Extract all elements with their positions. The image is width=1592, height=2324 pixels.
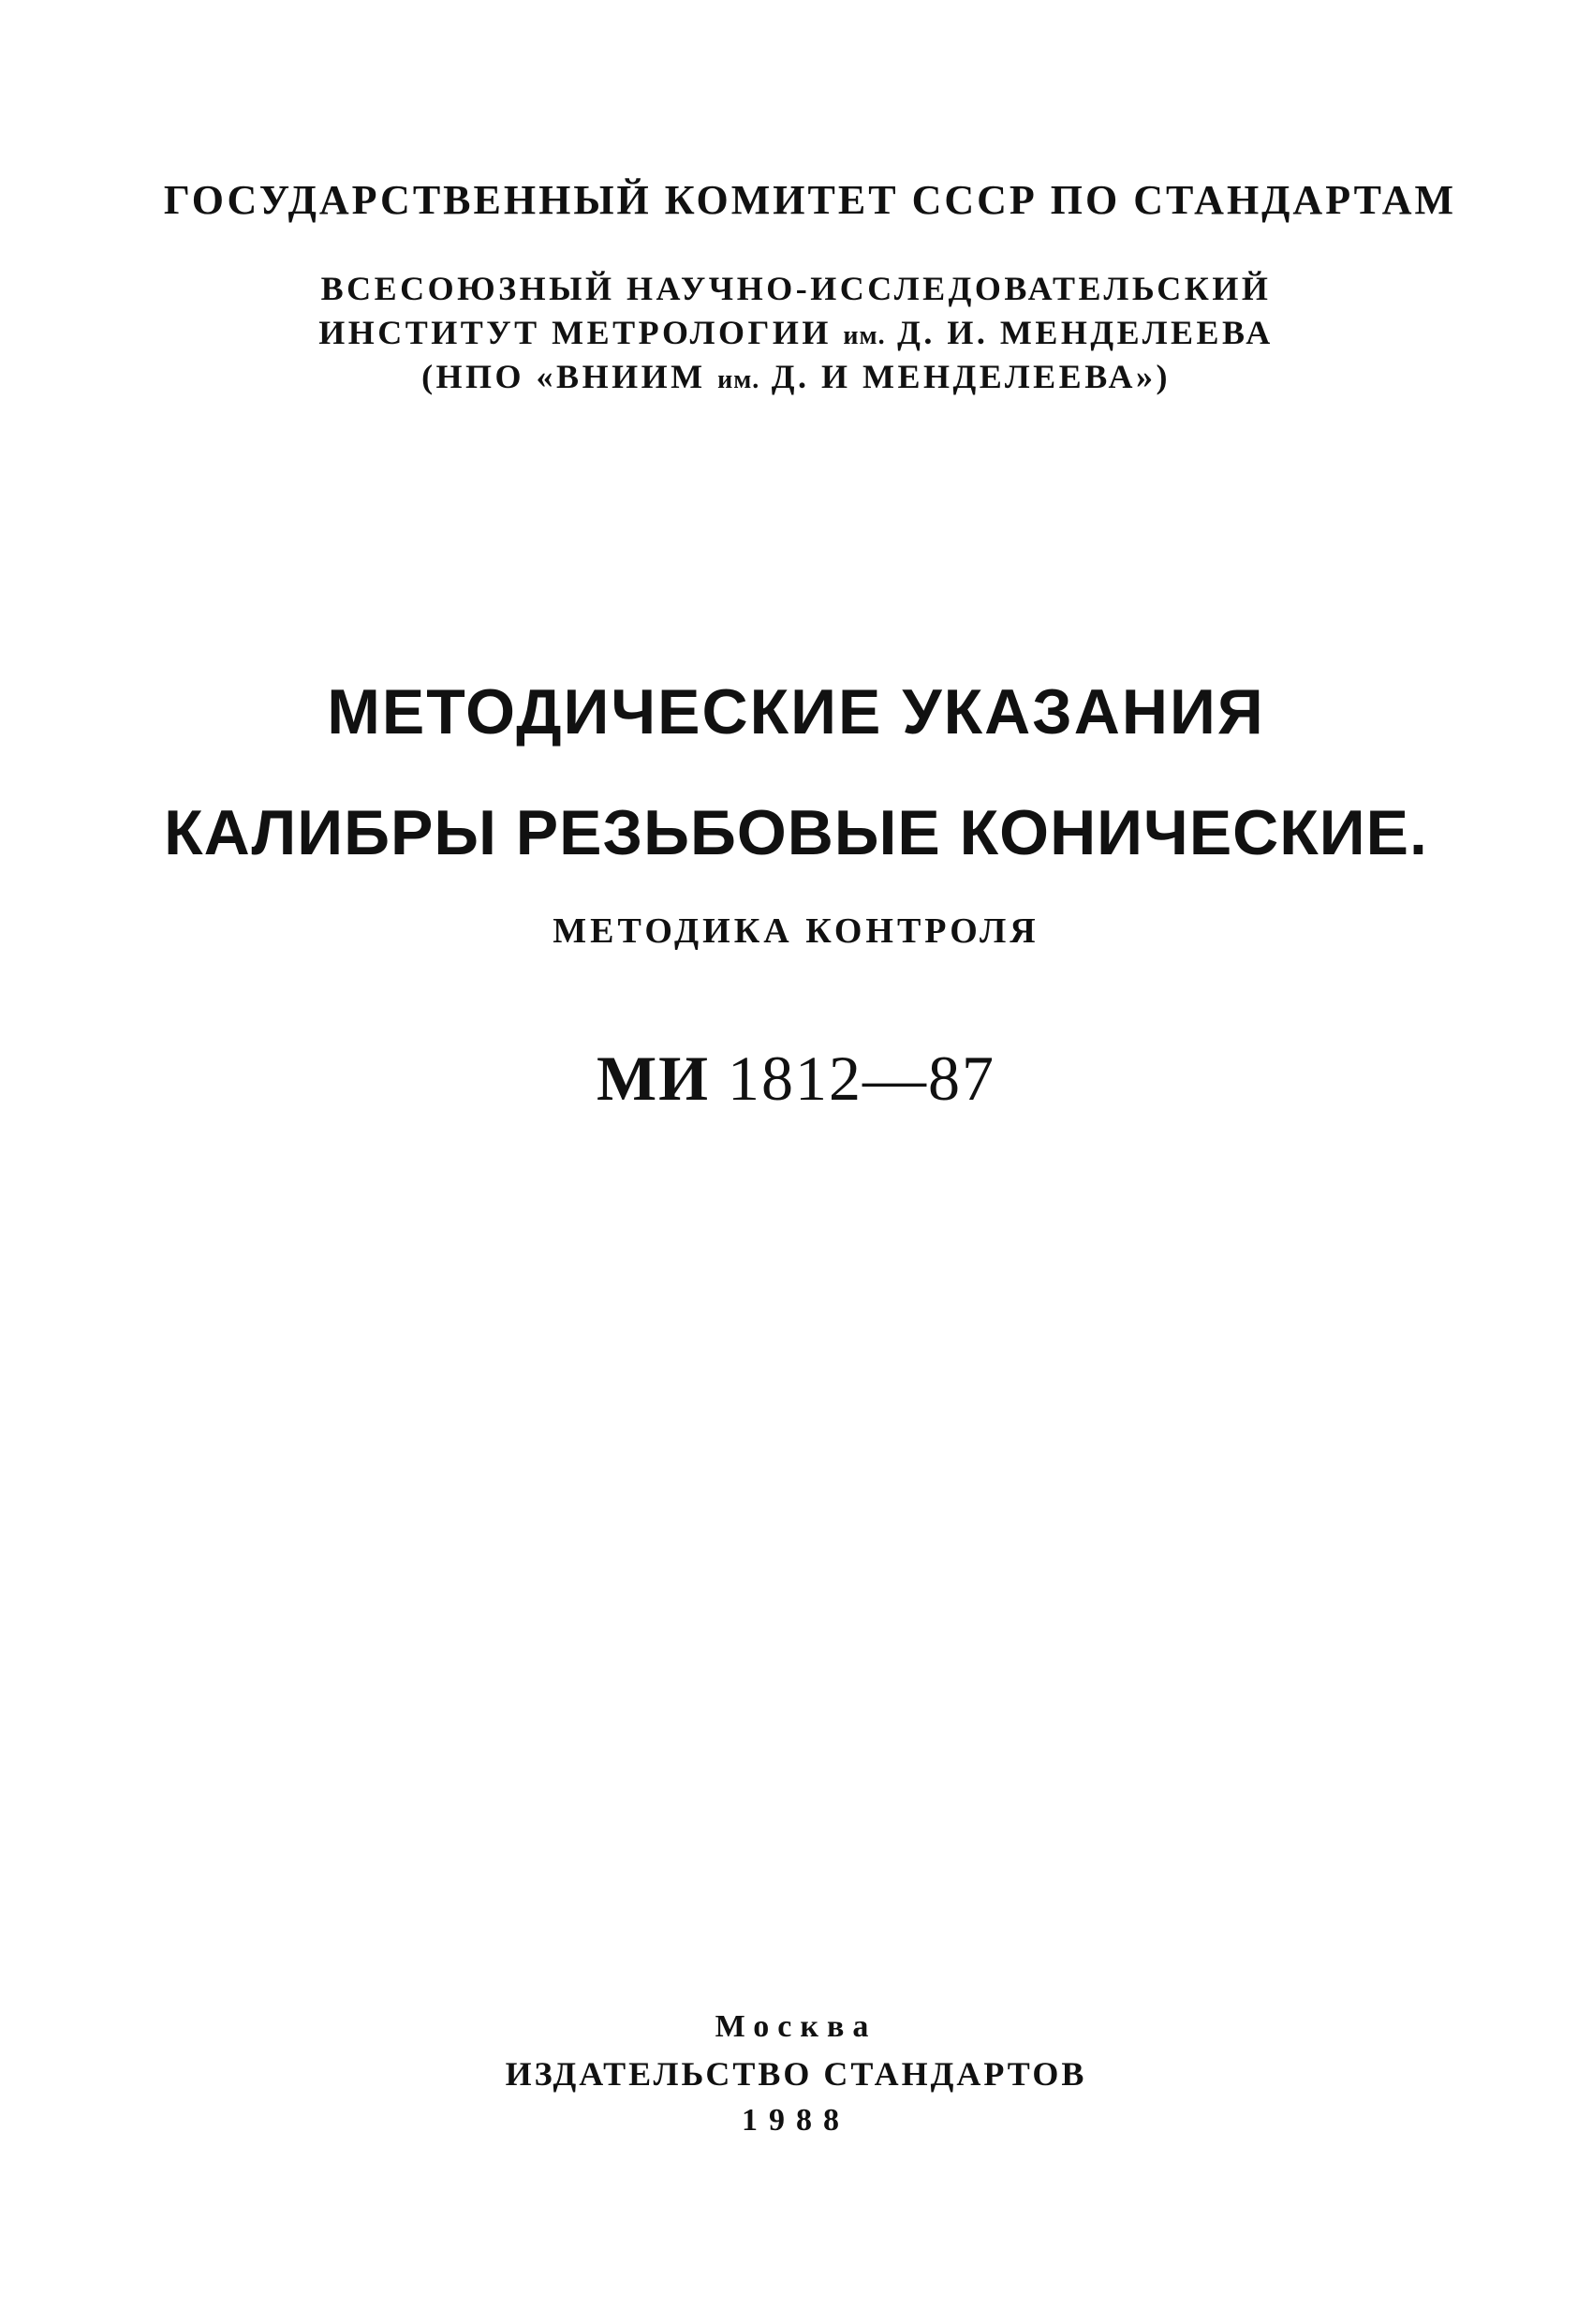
document-subtitle: МЕТОДИКА КОНТРОЛЯ bbox=[553, 911, 1039, 951]
institute-line-3-part-b: Д. И МЕНДЕЛЕЕВА») bbox=[771, 358, 1171, 395]
institute-name-line-3 bbox=[0, 360, 1592, 393]
document-code-prefix: МИ bbox=[596, 1043, 711, 1114]
institute-line-2-part-b: Д. И. МЕНДЕЛЕЕВА bbox=[897, 314, 1274, 351]
organization-heading: ГОСУДАРСТВЕННЫЙ КОМИТЕТ СССР ПО СТАНДАРТАМ bbox=[163, 177, 1457, 223]
document-code-number: 1812—87 bbox=[728, 1043, 996, 1114]
document-type: МЕТОДИЧЕСКИЕ УКАЗАНИЯ bbox=[327, 676, 1265, 748]
institute-line-3-im: им. bbox=[717, 365, 760, 394]
document-title: КАЛИБРЫ РЕЗЬБОВЫЕ КОНИЧЕСКИЕ. bbox=[164, 797, 1428, 868]
publisher-name: ИЗДАТЕЛЬСТВО СТАНДАРТОВ bbox=[505, 2055, 1087, 2093]
publication-year: 1988 bbox=[742, 2103, 850, 2138]
publisher-city: Москва bbox=[715, 2009, 877, 2044]
institute-line-2-im: им. bbox=[843, 321, 886, 350]
institute-name-line-1: ВСЕСОЮЗНЫЙ НАУЧНО-ИССЛЕДОВАТЕЛЬСКИЙ bbox=[320, 270, 1272, 307]
institute-line-3-part-a: (НПО «ВНИИМ bbox=[421, 358, 706, 395]
document-code bbox=[0, 1043, 1592, 1114]
institute-name-line-2 bbox=[0, 316, 1592, 349]
institute-line-2-part-a: ИНСТИТУТ МЕТРОЛОГИИ bbox=[318, 314, 832, 351]
